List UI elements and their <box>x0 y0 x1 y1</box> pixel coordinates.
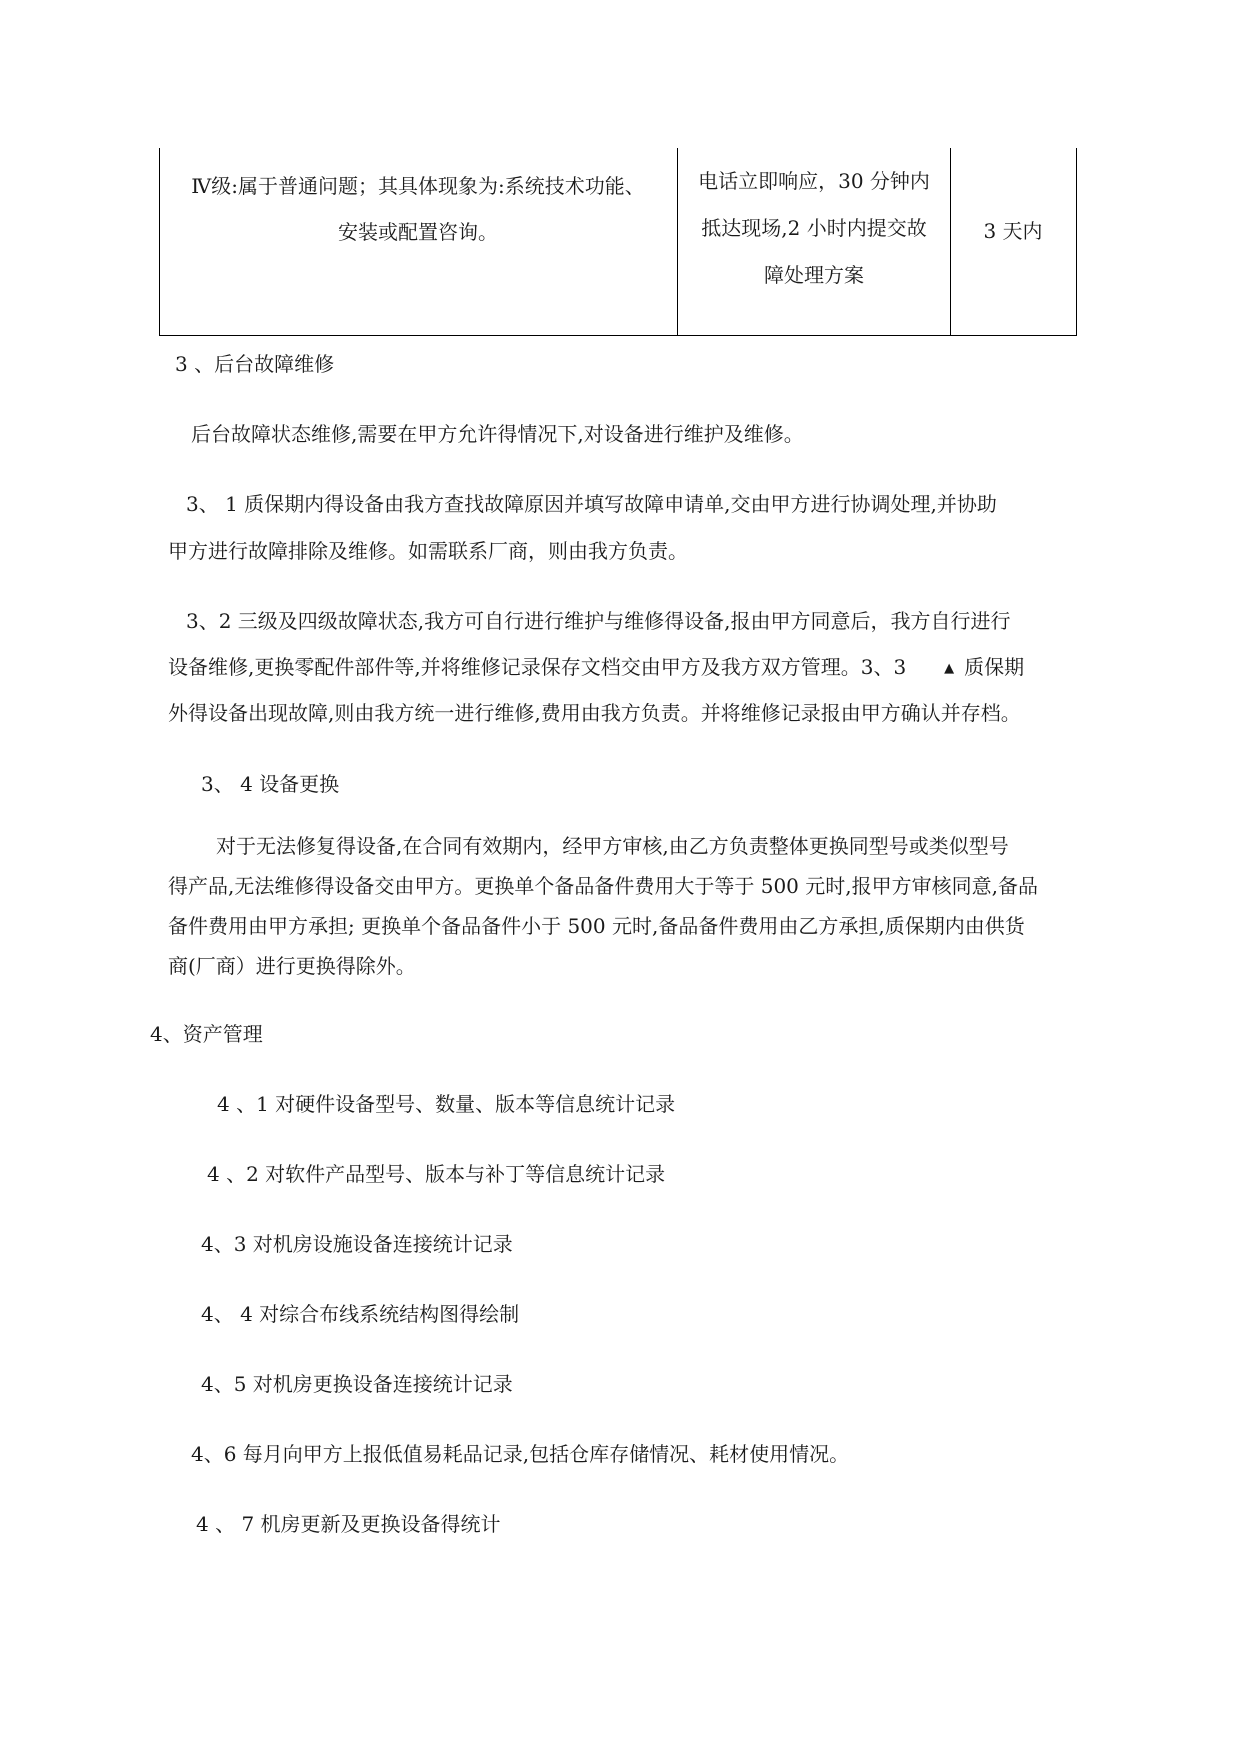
item-3-2-line1: 3、2 三级及四级故障状态,我方可自行进行维护与维修得设备,报由甲方同意后，我方自行进行 <box>186 609 1011 633</box>
list-item: 4 、 7 机房更新及更换设备得统计 <box>196 1512 501 1536</box>
item-3-4-line2: 得产品,无法维修得设备交由甲方。更换单个备品备件费用大于等于 500 元时,报甲方审核同意,备品 <box>168 874 1038 898</box>
fault-level-table <box>159 148 1076 336</box>
list-item: 4、 4 对综合布线系统结构图得绘制 <box>201 1302 520 1326</box>
response-line: 抵达现场,2 小时内提交故 <box>701 216 927 240</box>
description-line: 安装或配置咨询。 <box>338 220 498 244</box>
table-border-right <box>1076 148 1077 336</box>
list-item: 4、3 对机房设施设备连接统计记录 <box>201 1232 513 1256</box>
response-line: 障处理方案 <box>764 263 864 287</box>
item-3-2-line2-text: 设备维修,更换零配件部件等,并将维修记录保存文档交由甲方及我方双方管理。3、3 <box>168 655 907 679</box>
item-3-1-line2: 甲方进行故障排除及维修。如需联系厂商，则由我方负责。 <box>168 539 688 563</box>
item-3-3-line: 外得设备出现故障,则由我方统一进行维修,费用由我方负责。并将维修记录报由甲方确认并存档。 <box>168 701 1021 725</box>
list-item: 4、5 对机房更换设备连接统计记录 <box>201 1372 513 1396</box>
item-3-4-line4: 商(厂商）进行更换得除外。 <box>168 954 416 978</box>
table-border-bottom <box>159 335 1076 336</box>
section-3-heading: 3 、后台故障维修 <box>175 352 335 376</box>
response-line: 电话立即响应，30 分钟内 <box>698 169 930 193</box>
item-3-3-start: 质保期 <box>964 655 1025 679</box>
item-3-4-line1: 对于无法修复得设备,在合同有效期内，经甲方审核,由乙方负责整体更换同型号或类似型号 <box>216 834 1009 858</box>
item-3-1-line1: 3、 1 质保期内得设备由我方查找故障原因并填写故障申请单,交由甲方进行协调处理,并协助 <box>186 492 997 516</box>
list-item: 4 、1 对硬件设备型号、数量、版本等信息统计记录 <box>217 1092 676 1116</box>
triangle-mark-icon: ▲ <box>944 661 955 676</box>
table-cell-description <box>159 163 677 255</box>
item-3-4-line3: 备件费用由甲方承担; 更换单个备品备件小于 500 元时,备品备件费用由乙方承担,质保期内由供货 <box>168 914 1025 938</box>
item-3-4-heading: 3、 4 设备更换 <box>201 772 340 796</box>
section-4-heading: 4、资产管理 <box>150 1022 263 1046</box>
description-line: Ⅳ级:属于普通问题；其具体现象为:系统技术功能、 <box>191 174 645 198</box>
section-3-intro: 后台故障状态维修,需要在甲方允许得情况下,对设备进行维护及维修。 <box>191 422 804 446</box>
table-cell-response <box>678 158 950 299</box>
list-item: 4 、2 对软件产品型号、版本与补丁等信息统计记录 <box>207 1162 666 1186</box>
list-item: 4、6 每月向甲方上报低值易耗品记录,包括仓库存储情况、耗材使用情况。 <box>191 1442 850 1466</box>
table-cell-resolution-time: 3 天内 <box>983 219 1043 243</box>
item-3-2-line2 <box>168 651 1024 680</box>
